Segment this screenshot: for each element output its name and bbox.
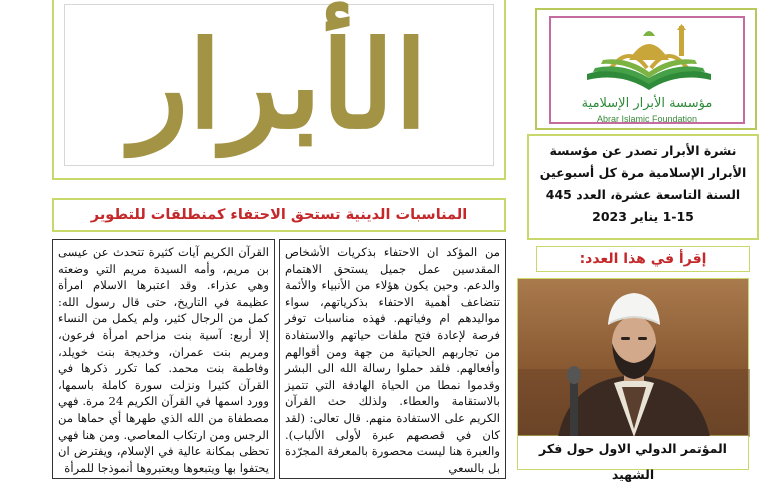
issue-publisher-line: نشرة الأبرار تصدر عن مؤسسة	[549, 143, 737, 158]
masthead	[52, 0, 506, 180]
article-column-right	[279, 239, 506, 479]
article-headline: المناسبات الدينية تستحق الاحتفاء كمنطلقات للتطوير	[52, 198, 506, 232]
issue-number-line: السنة التاسعة عشرة، العدد 445	[545, 187, 741, 202]
article-text-left: القرآن الكريم آيات كثيرة تتحدث عن عيسى بن مريم، وأمه السيدة مريم التي وضعته وهي عذراء. وقد اعتبرها الاسلام امرأة عظيمة في التاريخ، حتى قال رسول الله: كمل من الرجال كثير، ولم يكمل من النساء إلا أربع: آسية بنت مزاحم امرأة فرعون، ومريم بنت عمران، وخديجة بنت خويلد، وفاطمة بنت محمد. كما تكرر ذكرها في القرآن كثيرا ونزلت سورة كاملة باسمها، وورد اسمها في القرآن الكريم 24 مرة. فهي مصطفاة من الله الذي طهرها أي حماها من الرجس ومن ارتكاب المعاصي. ومن هنا فهي تحظى بمكانة عالية في الإسلام، ويفترض ان يحتفوا بها ويتبعوها ويعتبروها أنموذجا للمرأة	[58, 245, 269, 475]
article-text-right: من المؤكد ان الاحتفاء بذكريات الأشخاص المقدسين عمل جميل يستحق الاهتمام والدعم. وحين يكون هؤلاء من الأنبياء والأئمة تتضاعف أهمية الاحتفاء بذكرياتهم، سواء مواليدهم ام وفياتهم. فهذه مناسبات توفر فرصة لإعادة فتح ملفات حياتهم والاستفادة من تجاربهم الحياتية من جهة ومن أقوالهم وأفعالهم. فلقد حملوا رسالة الله الى البشر وقدموا نمطا من الحياة الهادفة التي تتميز بالاستقامة والعطاء. ولذلك حث القرآن الكريم على الاستفادة منهم. قال تعالى: (لقد كان في قصصهم عبرة لأولى الألباب). والعبرة هنا ليست محصورة بالمعرفة المجرّدة بل بالسعي	[285, 245, 500, 475]
issue-frequency-line: الأبرار الإسلامية مرة كل أسبوعين	[539, 165, 747, 180]
issue-date-line: 1-15 يناير 2023	[592, 209, 694, 224]
logo-name-english: Abrar Islamic Foundation	[596, 114, 698, 124]
article-column-left	[52, 239, 275, 479]
logo-name-arabic: مؤسسة الأبرار الإسلامية	[581, 96, 713, 111]
issue-info	[527, 134, 759, 240]
foundation-logo-icon	[581, 24, 717, 96]
logo-frame	[549, 16, 745, 124]
logo-box	[535, 8, 757, 130]
in-this-issue-label: إقرأ في هذا العدد:	[536, 246, 750, 272]
cleric-photo	[517, 278, 749, 436]
photo-caption: المؤتمر الدولي الاول حول فكر الشهيد	[517, 436, 749, 470]
masthead-title: الأبرار	[130, 15, 428, 156]
masthead-frame	[64, 4, 494, 166]
cleric-portrait-icon	[518, 279, 750, 437]
